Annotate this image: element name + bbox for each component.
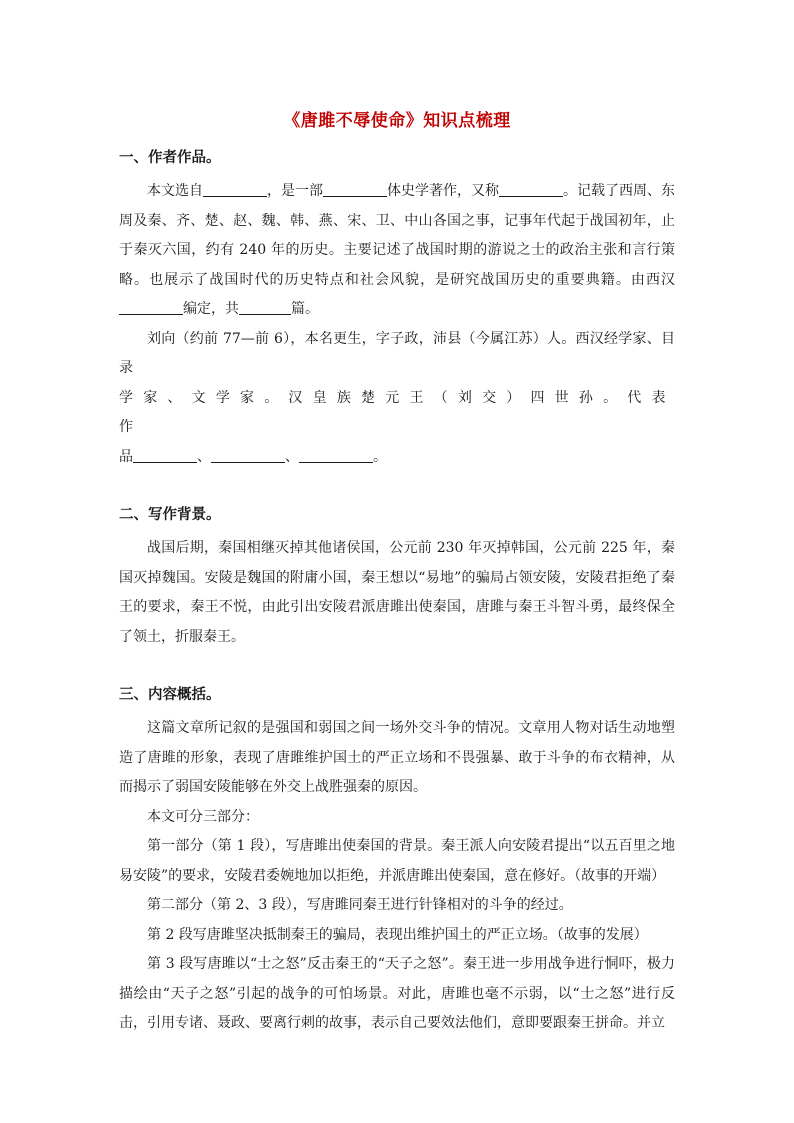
section-heading-author: 一、作者作品。 — [119, 149, 221, 166]
text-run: 。记载了西周、东周及秦、齐、楚、赵、魏、韩、燕、宋、卫、中山各国之事，记事年代起于战国初年，止于秦灭六国，约有 240 年的历史。主要记述了战国时期的游说之士的政治主张和言行策略。也展示了战国时代的历史特点和社会风貌，是研究战国历史的重要典籍。由西汉 — [119, 183, 675, 288]
fill-blank[interactable] — [211, 448, 285, 463]
fill-blank[interactable] — [133, 448, 197, 463]
text-run: 品 — [119, 448, 133, 465]
fill-blank[interactable] — [119, 300, 183, 315]
text-run: ，是一部 — [267, 183, 323, 199]
text-run: 体史学著作，又称 — [387, 183, 499, 199]
text-run: 刘向（约前 77—前 6），本名更生，字子政，沛县（今属江苏）人。西汉经学家、目录 — [119, 330, 675, 376]
text-run: 、 — [197, 448, 211, 465]
paragraph-section-3: 第 3 段写唐雎以“士之怒”反击秦王的“天子之怒”。秦王进一步用战争进行恫吓，极力描绘由“天子之怒”引起的战争的可怕场景。对此，唐雎也毫不示弱，以“士之怒”进行反击，引用专诸、聂政、要离行刺的故事，表示自己要效法他们，意即要跟秦王拼命。并立 — [119, 956, 675, 1031]
fill-blank[interactable] — [203, 182, 267, 197]
text-run: 编定，共 — [183, 301, 239, 317]
paragraph-part-two: 第二部分（第 2、3 段），写唐雎同秦王进行针锋相对的斗争的经过。 — [147, 897, 573, 913]
paragraph-section-2: 第 2 段写唐雎坚决抵制秦王的骗局，表现出维护国土的严正立场。（故事的发展） — [147, 926, 648, 943]
section-heading-summary: 三、内容概括。 — [119, 686, 221, 703]
paragraph-summary-intro: 这篇文章所记叙的是强国和弱国之间一场外交斗争的情况。文章用人物对话生动地塑造了唐雎的形象，表现了唐雎维护国土的严正立场和不畏强暴、敢于斗争的布衣精神，从而揭示了弱国安陵能够在外交上战胜强秦的原因。 — [119, 720, 675, 795]
paragraph-part-one: 第一部分（第 1 段），写唐雎出使秦国的背景。秦王派人向安陵君提出“以五百里之地易安陵”的要求，安陵君委婉地加以拒绝，并派唐雎出使秦国，意在修好。（故事的开端） — [119, 838, 675, 884]
fill-blank[interactable] — [239, 300, 291, 315]
fill-blank[interactable] — [499, 182, 563, 197]
text-run: 本文选自 — [147, 183, 203, 199]
paragraph-liu-xiang — [119, 325, 675, 384]
fill-blank[interactable] — [299, 448, 373, 463]
paragraph-structure: 本文可分三部分： — [147, 808, 259, 825]
text-run: 、 — [285, 448, 299, 465]
paragraph-background: 战国后期，秦国相继灭掉其他诸侯国，公元前 230 年灭掉韩国，公元前 225 年，秦国灭掉魏国。安陵是魏国的附庸小国，秦王想以“易地”的骗局占领安陵，安陵君拒绝了秦王的要求，秦王不悦，由此引出安陵君派唐雎出使秦国，唐雎与秦王斗智斗勇，最终保全了领土，折服秦王。 — [119, 540, 675, 645]
document-page — [119, 100, 675, 1039]
fill-blank[interactable] — [323, 182, 387, 197]
paragraph-liu-xiang-line3 — [119, 443, 675, 473]
paragraph-liu-xiang-line2: 学家、文学家。汉皇族楚元王（刘交）四世孙。代表作 — [119, 389, 675, 435]
section-spacer — [119, 472, 675, 502]
paragraph-author-works — [119, 177, 675, 325]
text-run: 。 — [373, 448, 387, 465]
section-heading-background: 二、写作背景。 — [119, 506, 221, 523]
section-spacer — [119, 652, 675, 682]
document-title: 《唐雎不辱使命》知识点梳理 — [283, 111, 511, 131]
text-run: 篇。 — [291, 301, 319, 317]
